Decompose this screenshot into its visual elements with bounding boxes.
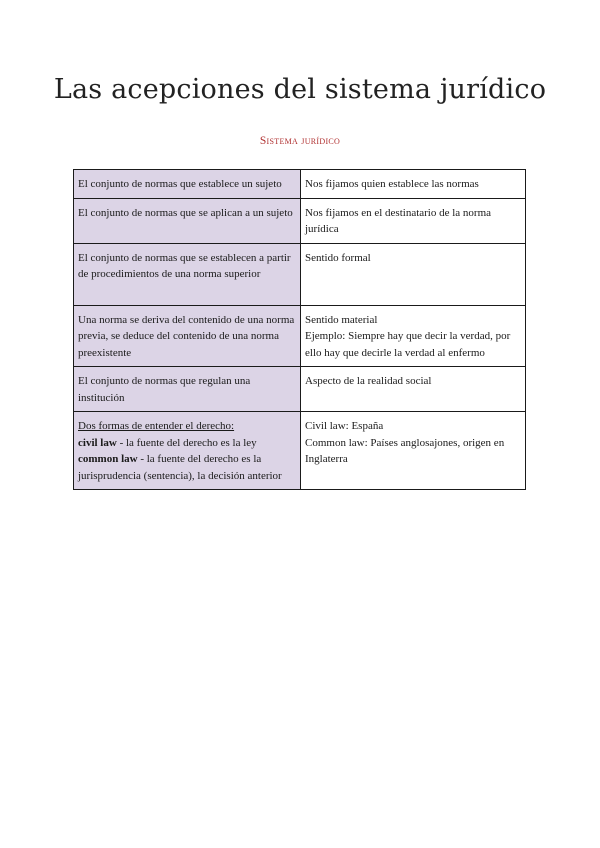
table-cell-description: Aspecto de la realidad social	[301, 367, 526, 412]
table-cell-description: Sentido formal	[301, 243, 526, 305]
table-cell-description	[301, 305, 526, 367]
page-title: Las acepciones del sistema jurídico	[53, 74, 547, 105]
table-row	[74, 305, 526, 367]
concept-text: - la fuente del derecho es la jurisprudencia (sentencia), la decisión anterior	[78, 453, 282, 482]
table-cell-description	[301, 412, 526, 490]
table-row	[74, 170, 526, 199]
table-row	[74, 412, 526, 490]
concept-term: civil law	[78, 436, 117, 449]
table-cell-concept: El conjunto de normas que establece un sujeto	[74, 170, 301, 199]
description-line: Common law: Países anglosajones, origen en Inglaterra	[305, 436, 505, 465]
concept-text: - la fuente del derecho es la ley	[116, 436, 257, 449]
table-row	[74, 367, 526, 412]
concept-term: common law	[78, 453, 138, 465]
concept-definition	[78, 435, 296, 452]
table-row	[74, 243, 526, 305]
table-cell-description: Nos fijamos en el destinatario de la norma jurídica	[301, 198, 526, 243]
table-cell-concept: El conjunto de normas que se establecen a partir de procedimientos de una norma superior	[74, 243, 301, 305]
table-cell-description: Nos fijamos quien establece las normas	[301, 170, 526, 199]
table-cell-concept	[74, 412, 301, 490]
concept-heading: Dos formas de entender el derecho:	[78, 420, 235, 432]
table-cell-concept: El conjunto de normas que se aplican a un sujeto	[74, 198, 301, 243]
table-cell-concept: Una norma se deriva del contenido de una norma previa, se deduce del contenido de una norma preexistente	[74, 305, 301, 367]
table-cell-concept: El conjunto de normas que regulan una institución	[74, 367, 301, 412]
section-title: Sistema jurídico	[259, 135, 341, 147]
description-line: Civil law: España	[305, 420, 384, 432]
concepts-table	[73, 169, 526, 490]
description-line: Ejemplo: Siempre hay que decir la verdad, por ello hay que decirle la verdad al enfermo	[305, 330, 511, 359]
description-line: Sentido material	[305, 313, 378, 326]
table-row	[74, 198, 526, 243]
concept-definition	[78, 451, 296, 484]
